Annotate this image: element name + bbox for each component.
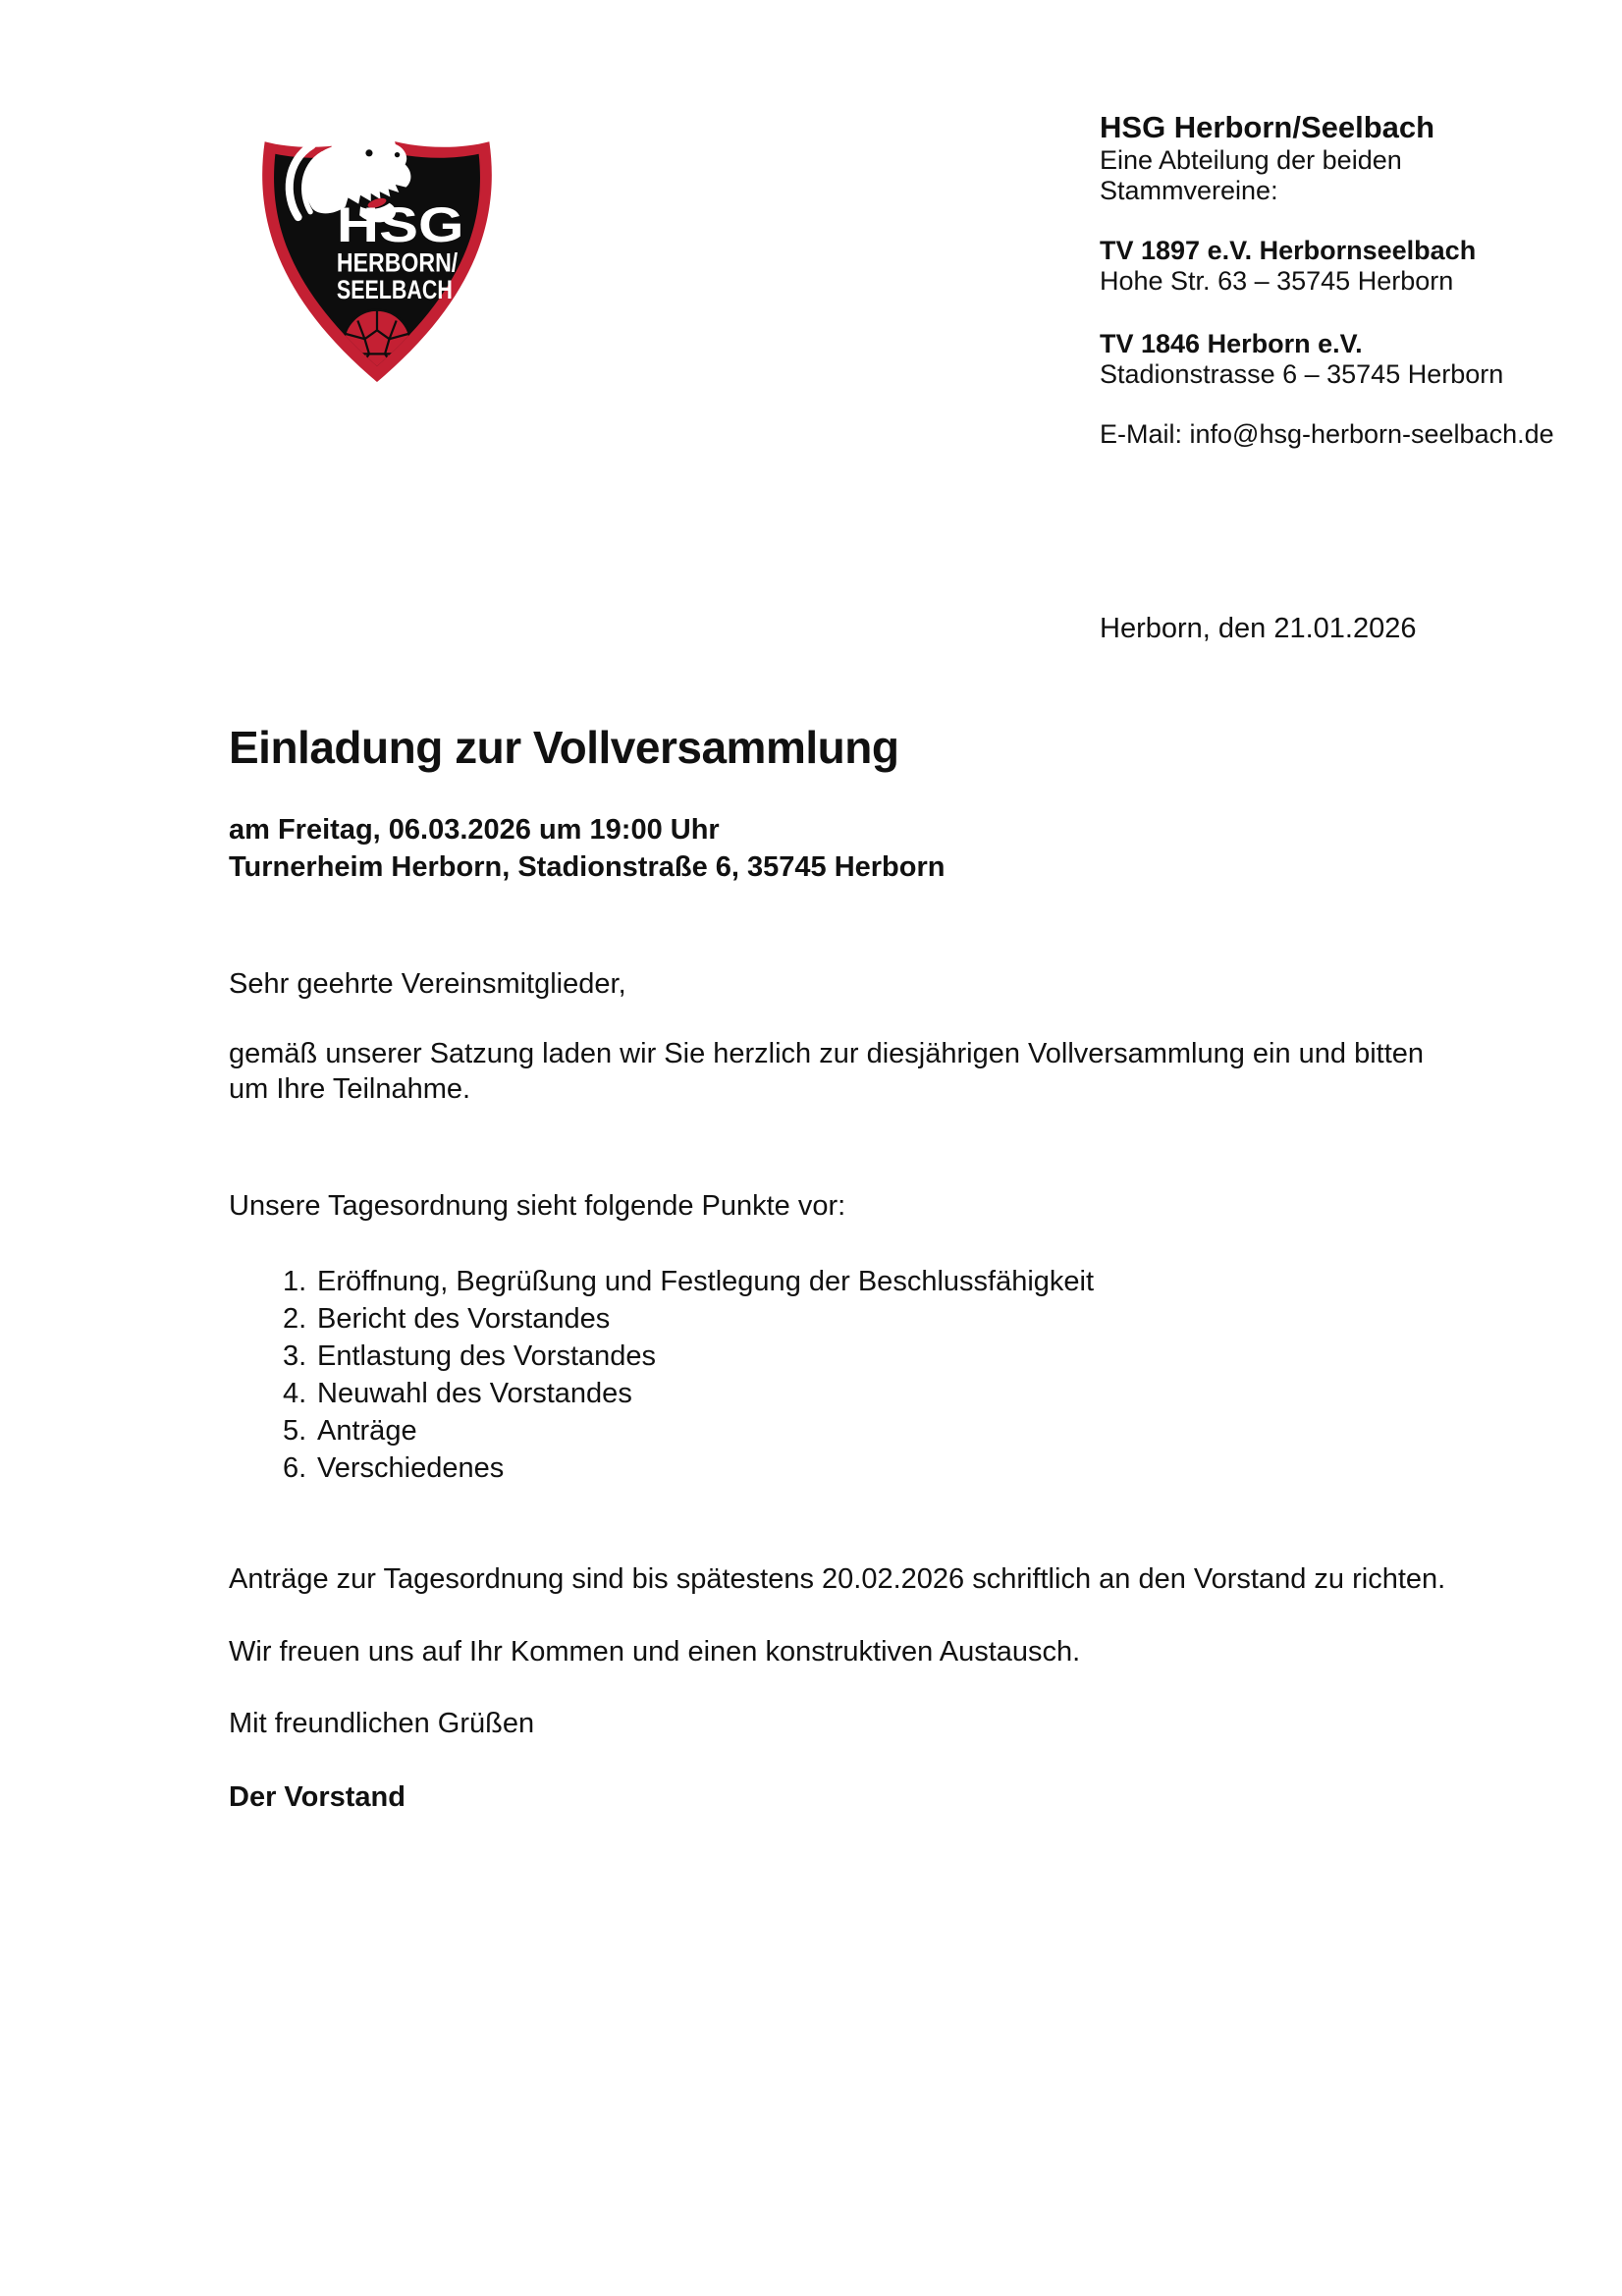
club-1: [1100, 236, 1571, 297]
event-details: [229, 811, 946, 886]
agenda-item-4-number: 4.: [283, 1378, 307, 1409]
deadline-paragraph: Anträge zur Tagesordnung sind bis spätestens 20.02.2026 schriftlich an den Vorstand zu richten.: [229, 1563, 1446, 1595]
agenda-item-5-number: 5.: [283, 1415, 307, 1447]
event-date-line: am Freitag, 06.03.2026 um 19:00 Uhr: [229, 814, 720, 846]
agenda-item-6-number: 6.: [283, 1452, 307, 1484]
agenda-item-5: [229, 1412, 1505, 1449]
signature-line: Der Vorstand: [229, 1781, 406, 1813]
agenda-list: [229, 1263, 1505, 1487]
agenda-item-1: [229, 1263, 1505, 1300]
agenda-item-2-text: Bericht des Vorstandes: [317, 1303, 611, 1335]
club-1-name: TV 1897 e.V. Herbornseelbach: [1100, 236, 1477, 265]
intro-paragraph: gemäß unserer Satzung laden wir Sie herzlich zur diesjährigen Vollversammlung ein und bitten um Ihre Teilnahme.: [229, 1038, 1425, 1105]
sender-subtitle-line1: Eine Abteilung der beiden: [1100, 145, 1402, 175]
agenda-item-5-text: Anträge: [317, 1415, 417, 1447]
sender-name: HSG Herborn/Seelbach: [1100, 110, 1435, 144]
closing-paragraph: Wir freuen uns auf Ihr Kommen und einen konstruktiven Austausch.: [229, 1636, 1081, 1667]
event-location-line: Turnerheim Herborn, Stadionstraße 6, 35745 Herborn: [229, 851, 946, 883]
club-2-name: TV 1846 Herborn e.V.: [1100, 329, 1363, 358]
agenda-item-2: [229, 1300, 1505, 1338]
agenda-item-3-text: Entlastung des Vorstandes: [317, 1340, 657, 1372]
club-logo: [245, 110, 509, 391]
salutation: Sehr geehrte Vereinsmitglieder,: [229, 968, 626, 1000]
agenda-item-4: [229, 1375, 1505, 1412]
agenda-item-6: [229, 1449, 1505, 1487]
agenda-item-1-number: 1.: [283, 1266, 307, 1297]
agenda-item-4-text: Neuwahl des Vorstandes: [317, 1378, 632, 1409]
regards-line: Mit freundlichen Grüßen: [229, 1708, 535, 1739]
sender-email: E-Mail: info@hsg-herborn-seelbach.de: [1100, 419, 1554, 449]
agenda-item-2-number: 2.: [283, 1303, 307, 1335]
agenda-item-3-number: 3.: [283, 1340, 307, 1372]
club-logo-svg: [245, 110, 509, 391]
agenda-item-1-text: Eröffnung, Begrüßung und Festlegung der Beschlussfähigkeit: [317, 1266, 1095, 1297]
logo-text-line1: HERBORN/: [336, 247, 459, 278]
logo-text-line2: SEELBACH: [336, 275, 453, 305]
date-line: Herborn, den 21.01.2026: [1100, 613, 1417, 644]
sender-header: [1100, 110, 1571, 450]
club-1-address: Hohe Str. 63 – 35745 Herborn: [1100, 266, 1454, 296]
club-2: [1100, 329, 1571, 390]
sender-subtitle-line2: Stammvereine:: [1100, 176, 1278, 205]
agenda-item-3: [229, 1338, 1505, 1375]
club-2-address: Stadionstrasse 6 – 35745 Herborn: [1100, 359, 1504, 389]
agenda-item-6-text: Verschiedenes: [317, 1452, 505, 1484]
agenda-heading: Unsere Tagesordnung sieht folgende Punkte vor:: [229, 1190, 846, 1222]
logo-text-hsg: HSG: [336, 197, 464, 253]
letter-title: Einladung zur Vollversammlung: [229, 722, 899, 773]
